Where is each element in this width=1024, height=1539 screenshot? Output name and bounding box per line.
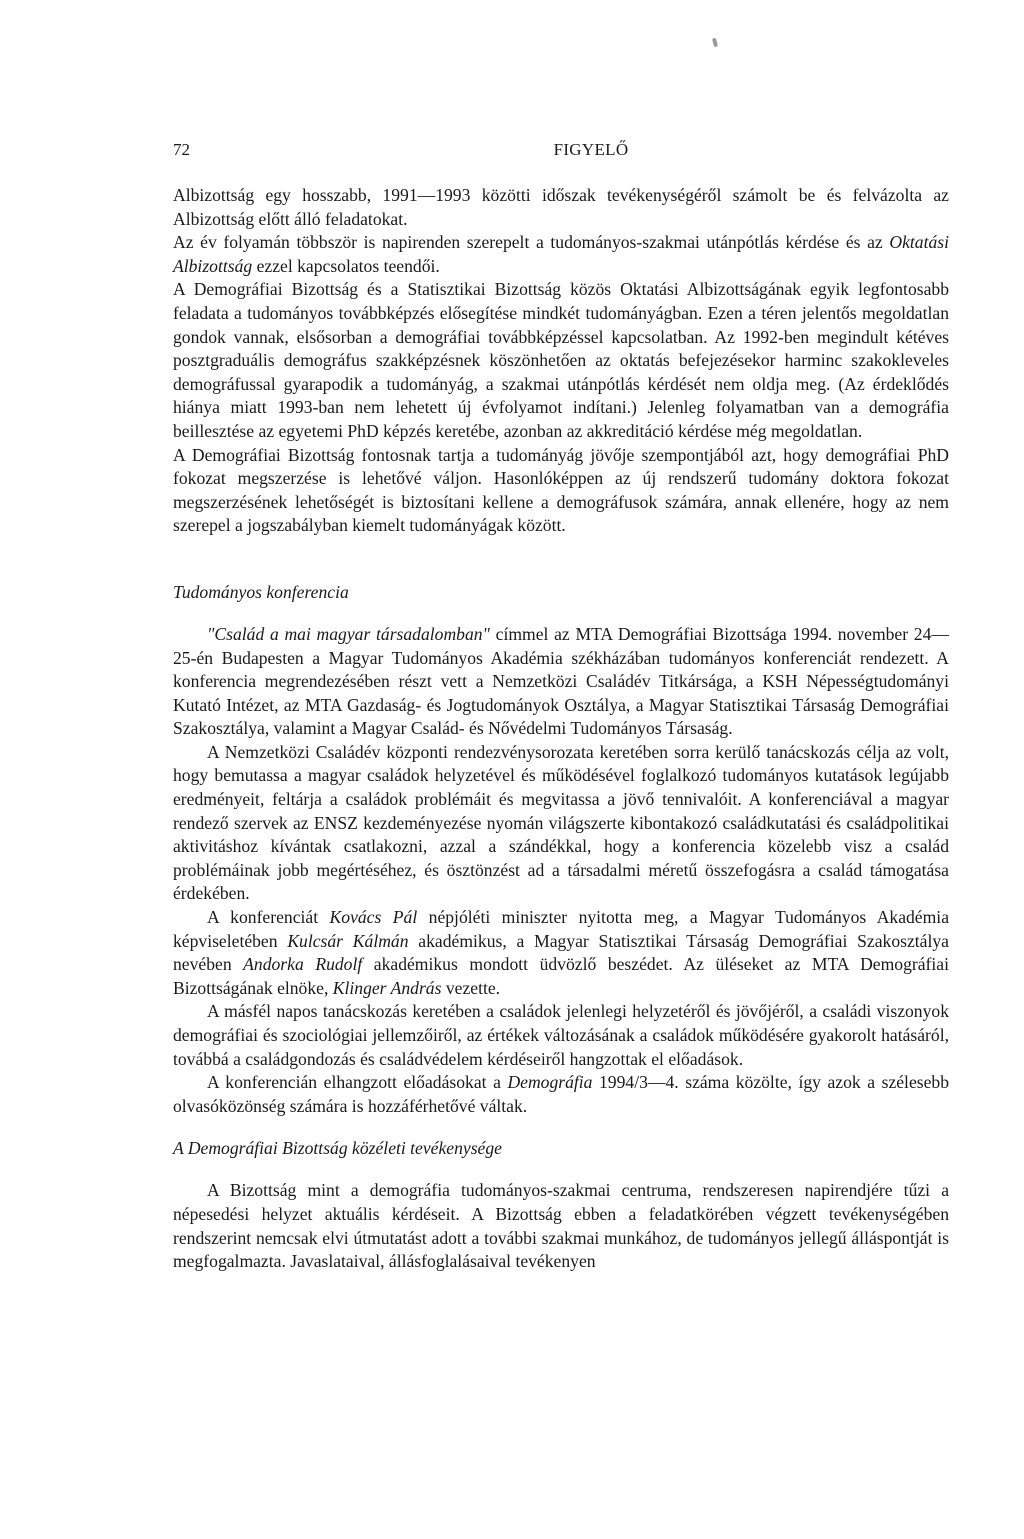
paragraph [173, 906, 949, 1000]
paragraph: A Demográfiai Bizottság fontosnak tartja a tudományág jövője szempontjából azt, hogy demográfiai PhD fokozat megszerzése is lehetővé váljon. Hasonlóképpen az új rendszerű tudomány doktora fokozat megszerzésének lehetőségét is biztosítani kellene a demográfusok számára, annak ellenére, hogy az nem szerepel a jogszabályban kiemelt tudományágak között. [173, 444, 949, 536]
text-run: A konferenciát [207, 907, 330, 928]
journal-title: Demográfia [507, 1072, 593, 1093]
section-heading: A Demográfiai Bizottság közéleti tevékenysége [173, 1138, 502, 1159]
paragraph: A Bizottság mint a demográfia tudományos-szakmai centruma, rendszeresen napirendjére tűzi a népesedési helyzet aktuális kérdéseit. A Bizottság ebben a feladatkörében végzett tevékenységében rendszerint nemcsak elvi útmutatást adott a további szakmai munkához, de tudományos jellegű álláspontját is megfogalmazta. Javaslataival, állásfoglalásaival tevékenyen [173, 1180, 949, 1272]
person-name: Klinger András [332, 977, 442, 998]
person-name: Kulcsár Kálmán [287, 930, 409, 951]
paragraph: A másfél napos tanácskozás keretében a családok jelenlegi helyzetéről és jövőjéről, a családi viszonyok demográfiai és szociológiai jellemzőiről, az értékek változásának a családok működésére gyakorolt hatásáról, továbbá a családgondozás és családvédelem kérdéseiről hangzottak el előadások. [173, 1001, 949, 1069]
page-number: 72 [173, 140, 190, 159]
italic-term: Oktatási Albizottság [173, 232, 949, 276]
text-run: népjóléti miniszter nyitotta meg, a Magyar Tudományos Akadémia képviseletében [173, 907, 950, 951]
text-run: A konferencián elhangzott előadásokat a [207, 1072, 508, 1093]
scan-speck [712, 38, 718, 48]
text-run: ezzel kapcsolatos teendői. [252, 255, 440, 276]
person-name: Andorka Rudolf [243, 954, 363, 975]
text-run: 1994/3—4. száma közölte, így azok a szélesebb olvasóközönség számára is hozzáférhetővé váltak. [173, 1072, 950, 1116]
page-body [173, 140, 949, 1274]
paragraph [173, 231, 949, 278]
text-run: vezette. [441, 977, 501, 998]
text-run: címmel az MTA Demográfiai Bizottsága 1994. november 24—25-én Budapesten a Magyar Tudományos Akadémia székházában tudományos konferenciát rendezett. A konferencia megrendezésében részt vett a Nemzetközi Családév Titkársága, a KSH Népességtudományi Kutató Intézet, az MTA Gazdaság- és Jogtudományok Osztálya, a Magyar Statisztikai Társaság Demográfiai Szakosztálya, valamint a Magyar Család- és Nővédelmi Tudományos Társaság. [173, 623, 949, 739]
paragraph: Albizottság egy hosszabb, 1991—1993 közötti időszak tevékenységéről számolt be és felvázolta az Albizottság előtt álló feladatokat. [173, 185, 949, 229]
running-title: FIGYELŐ [553, 140, 629, 159]
section-heading: Tudományos konferencia [173, 581, 349, 602]
paragraph [173, 623, 949, 741]
running-head [173, 140, 949, 170]
text-run: akadémikus mondott üdvözlő beszédet. Az üléseket az MTA Demográfiai Bizottságának elnöke, [173, 954, 949, 998]
person-name: Kovács Pál [329, 907, 418, 928]
paragraph: A Nemzetközi Családév központi rendezvénysorozata keretében sorra kerülő tanácskozás célja az volt, hogy bemutassa a magyar családok helyzetével és működésével foglalkozó tudományos kutatások legújabb eredményeit, feltárja a családok problémáit és megvitassa a jövő tennivalóit. A konferenciával a magyar rendező szervek az ENSZ kezdeményezése nyomán világszerte kibontakozó családkutatási és családpolitikai aktivitáshoz kívántak csatlakozni, azzal a szándékkal, hogy a konferencia közelebb visz a család problémáinak jobb megértéséhez, és ösztönzést ad a társadalmi méretű összefogásra a család támogatása érdekében. [173, 741, 949, 904]
paragraph [173, 1071, 949, 1118]
paragraph: A Demográfiai Bizottság és a Statisztikai Bizottság közös Oktatási Albizottságának egyik legfontosabb feladata a tudományos továbbképzés elősegítése mindkét tudományágban. Ezen a téren jelentős megoldatlan gondok vannak, elsősorban a demográfiai továbbképzéssel kapcsolatban. Az 1992-ben megindult kétéves posztgraduális demográfus szakképzésnek köszönhetően az oktatás befejezésekor harminc szakokleveles demográfussal gyarapodik a tudományág, a szakmai utánpótlás kérdését nem oldja meg. (Az érdeklődés hiánya miatt 1993-ban nem lehetett új évfolyamot indítani.) Jelenleg folyamatban van a demográfia beillesztése az egyetemi PhD képzés keretébe, azonban az akkreditáció kérdése még megoldatlan. [173, 279, 949, 441]
text-run: akadémikus, a Magyar Statisztikai Társaság Demográfiai Szakosztálya nevében [173, 930, 949, 975]
text-run: Az év folyamán többször is napirenden szerepelt a tudományos-szakmai utánpótlás kérdése és az [173, 232, 890, 253]
italic-title: "Család a mai magyar társadalomban" [207, 623, 490, 644]
